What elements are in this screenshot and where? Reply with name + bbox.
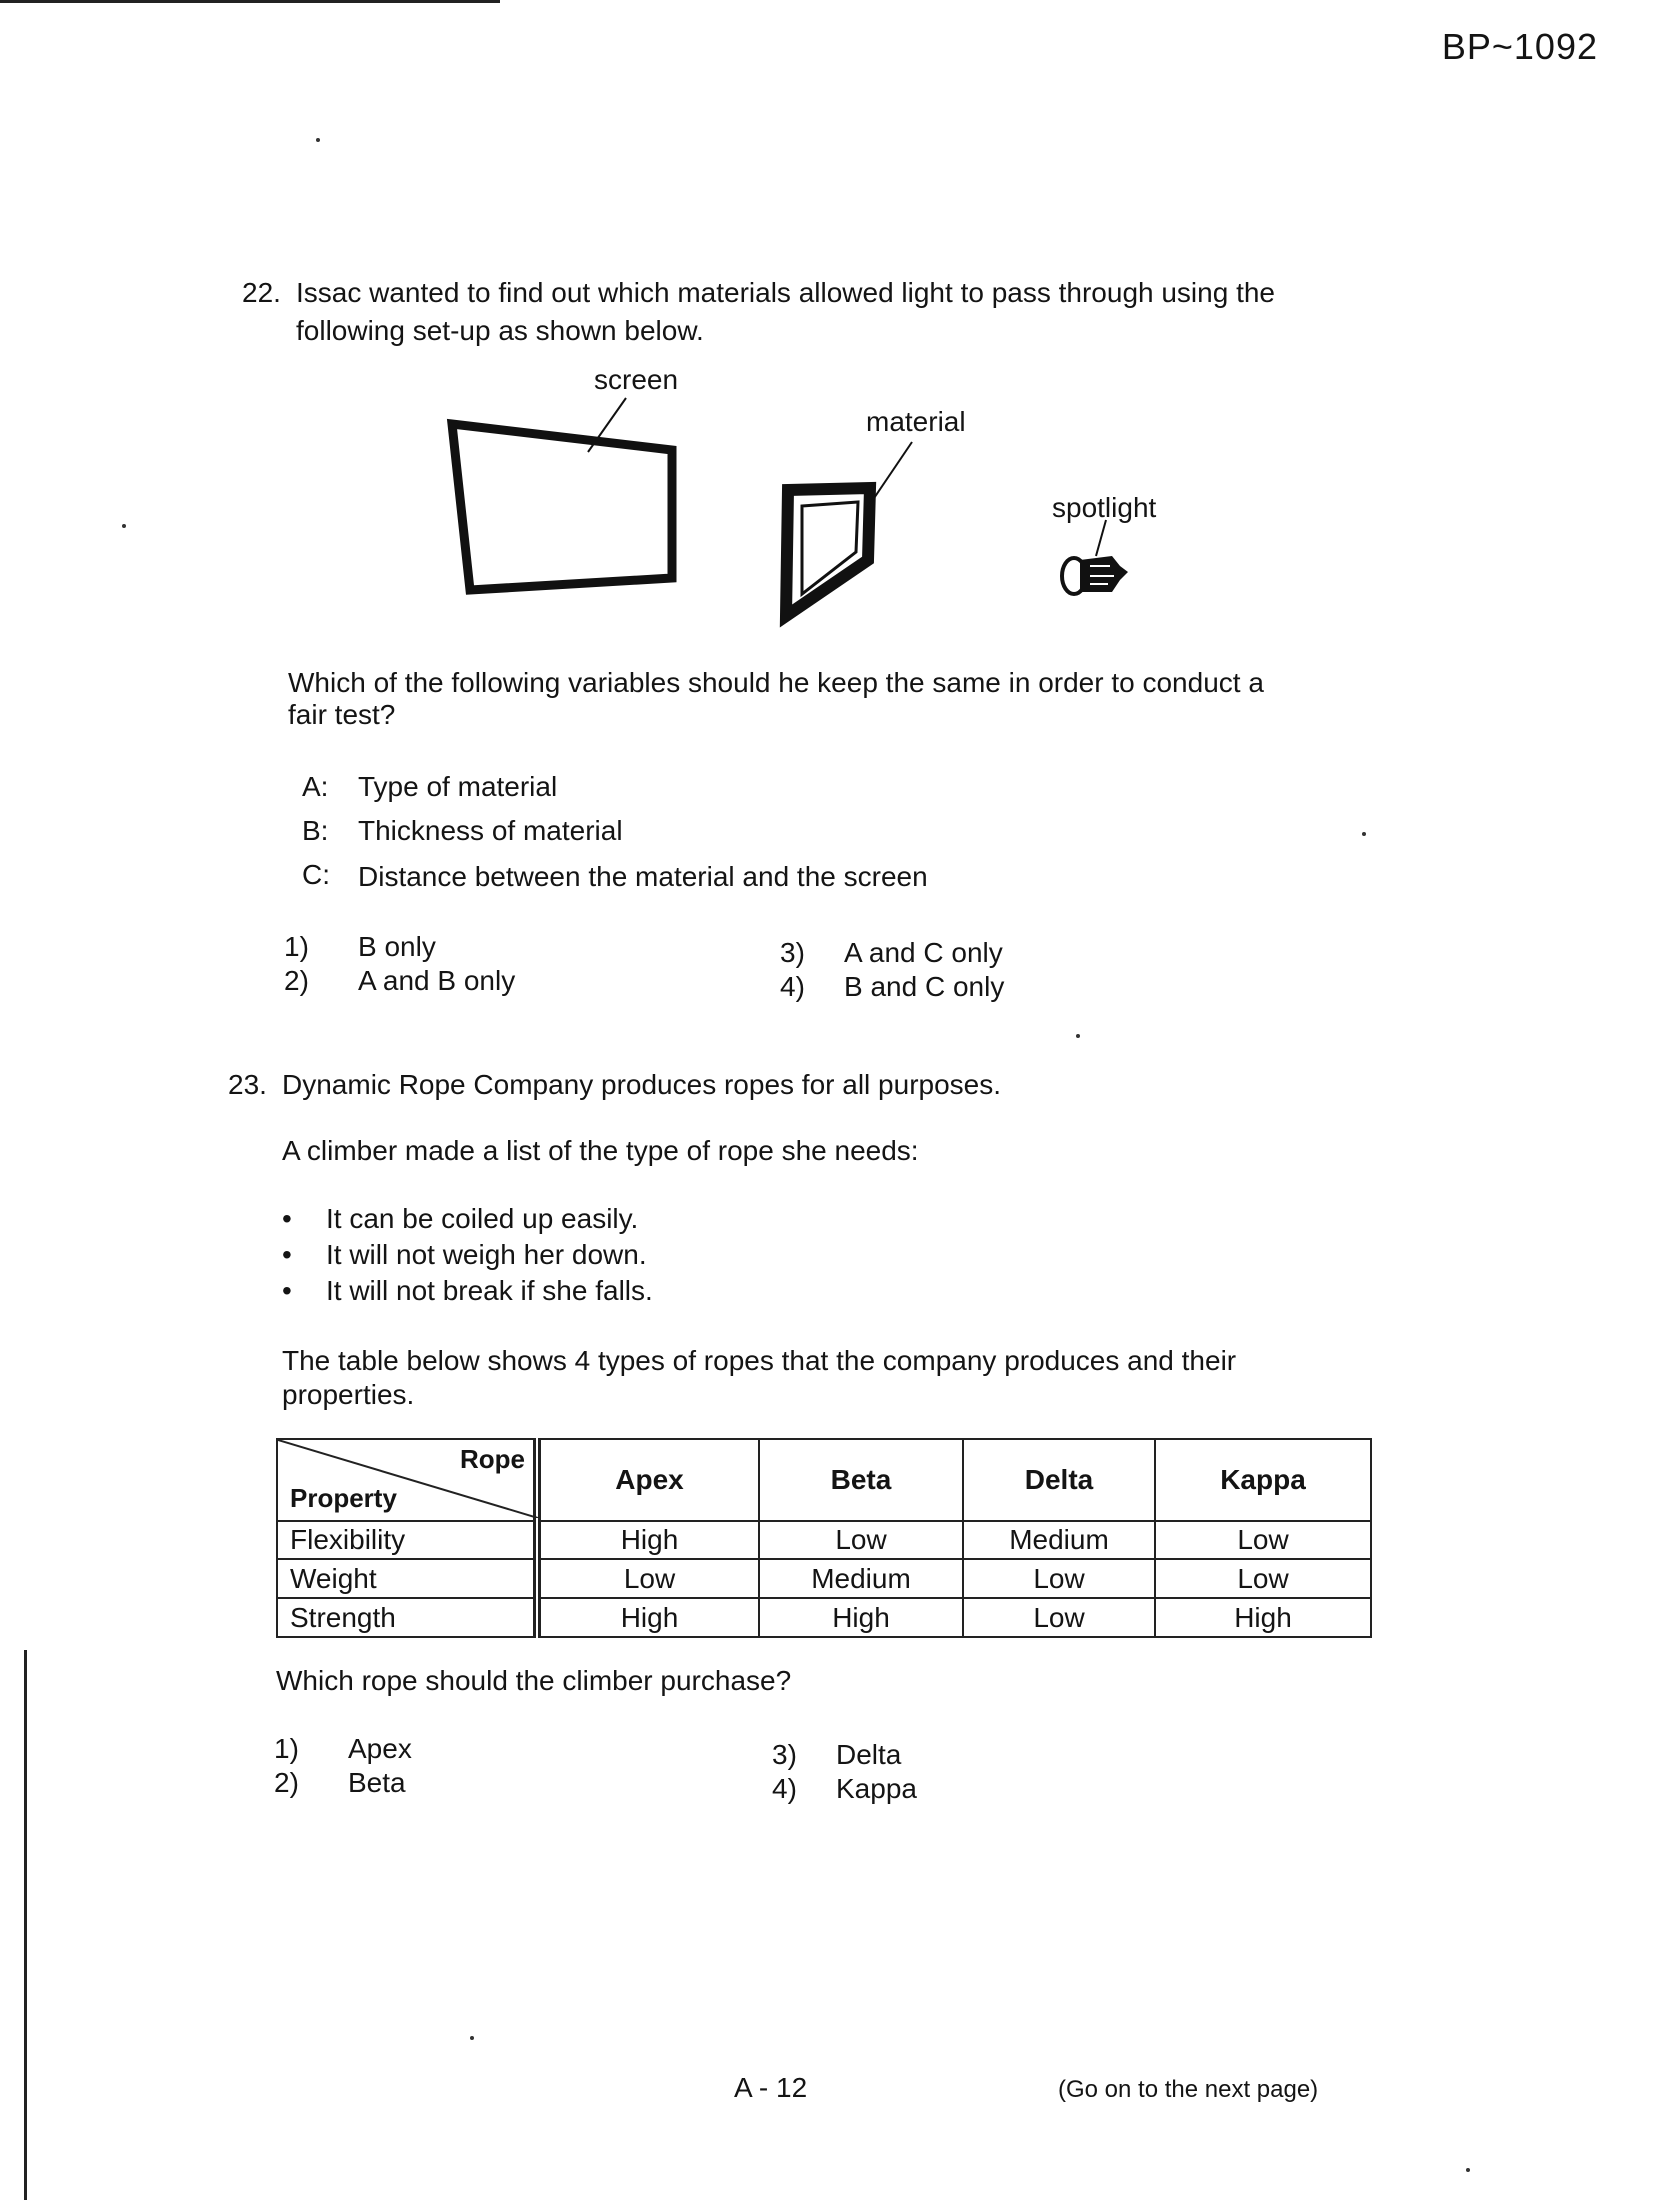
screen-label: screen xyxy=(594,364,679,395)
column-header: Kappa xyxy=(1155,1439,1371,1521)
q23-option-4-text[interactable]: Kappa xyxy=(836,1773,917,1804)
variable-c-key: C: xyxy=(302,859,330,890)
table-cell: High xyxy=(537,1521,759,1560)
q23-option-2-num[interactable]: 2) xyxy=(274,1767,299,1798)
q22-option-2-num[interactable]: 2) xyxy=(284,965,309,996)
q23-table-intro-line1: The table below shows 4 types of ropes that the company produces and their xyxy=(282,1345,1237,1376)
scan-speck xyxy=(1466,2168,1470,2172)
table-row xyxy=(277,1559,1371,1598)
scan-speck xyxy=(470,2036,474,2040)
table-cell: Medium xyxy=(963,1521,1155,1560)
column-header: Apex xyxy=(537,1439,759,1521)
q22-option-1-num[interactable]: 1) xyxy=(284,931,309,962)
top-border-line xyxy=(0,0,500,3)
corner-cell xyxy=(277,1439,537,1521)
q23-option-2-text[interactable]: Beta xyxy=(348,1767,406,1798)
variable-a-key: A: xyxy=(302,771,329,802)
q22-option-4-num[interactable]: 4) xyxy=(780,971,805,1002)
q22-stem-line1: Issac wanted to find out which materials allowed light to pass through using the xyxy=(296,277,1276,308)
corner-rope-label: Rope xyxy=(460,1444,525,1474)
property-name: Weight xyxy=(277,1559,537,1598)
q22-question-line1: Which of the following variables should he keep the same in order to conduct a xyxy=(288,667,1264,698)
table-row xyxy=(277,1598,1371,1637)
q22-option-3-num[interactable]: 3) xyxy=(780,937,805,968)
q22-number: 22. xyxy=(242,277,281,308)
table-header-row xyxy=(277,1439,1371,1521)
q22-stem-line2: following set-up as shown below. xyxy=(296,315,704,346)
screen-figure xyxy=(452,398,672,590)
q23-option-3-num[interactable]: 3) xyxy=(772,1739,797,1770)
table-cell: Low xyxy=(963,1559,1155,1598)
q23-question: Which rope should the climber purchase? xyxy=(276,1665,792,1696)
column-header: Delta xyxy=(963,1439,1155,1521)
need-item-2: It will not weigh her down. xyxy=(326,1239,647,1270)
variable-a-text: Type of material xyxy=(358,771,558,802)
property-name: Flexibility xyxy=(277,1521,537,1560)
q23-option-4-num[interactable]: 4) xyxy=(772,1773,797,1804)
table-cell: Low xyxy=(759,1521,963,1560)
q22-option-3-text[interactable]: A and C only xyxy=(844,937,1003,968)
paper-code: BP~1092 xyxy=(1441,26,1598,67)
spotlight-icon xyxy=(1062,520,1128,594)
next-page-note: (Go on to the next page) xyxy=(1058,2076,1319,2103)
table-cell: Low xyxy=(1155,1559,1371,1598)
table-cell: Low xyxy=(537,1559,759,1598)
property-name: Strength xyxy=(277,1598,537,1637)
table-cell: High xyxy=(537,1598,759,1637)
spotlight-label: spotlight xyxy=(1052,492,1157,523)
material-frame-figure xyxy=(786,442,912,616)
column-header: Beta xyxy=(759,1439,963,1521)
q23-option-1-text[interactable]: Apex xyxy=(348,1733,412,1764)
scan-speck xyxy=(1076,1034,1080,1038)
q23-list-intro: A climber made a list of the type of rope she needs: xyxy=(282,1135,919,1166)
left-border-line xyxy=(24,1650,27,2200)
rope-properties-table xyxy=(276,1438,1372,1638)
variable-c-text: Distance between the material and the screen xyxy=(358,861,928,892)
page-number: A - 12 xyxy=(734,2072,808,2103)
material-label: material xyxy=(866,406,966,437)
need-item-3: It will not break if she falls. xyxy=(326,1275,653,1306)
q22-option-4-text[interactable]: B and C only xyxy=(844,971,1005,1002)
q22-option-1-text[interactable]: B only xyxy=(358,931,436,962)
light-test-setup-diagram xyxy=(430,380,1190,640)
q23-option-3-text[interactable]: Delta xyxy=(836,1739,902,1770)
need-bullet: • xyxy=(282,1239,292,1270)
q23-intro: Dynamic Rope Company produces ropes for all purposes. xyxy=(282,1069,1002,1100)
corner-property-label: Property xyxy=(290,1482,397,1513)
table-cell: Medium xyxy=(759,1559,963,1598)
table-cell: High xyxy=(759,1598,963,1637)
scan-speck xyxy=(316,138,320,142)
need-item-1: It can be coiled up easily. xyxy=(326,1203,639,1234)
q22-option-2-text[interactable]: A and B only xyxy=(358,965,516,996)
q23-option-1-num[interactable]: 1) xyxy=(274,1733,299,1764)
scan-speck xyxy=(1362,832,1366,836)
variable-b-text: Thickness of material xyxy=(358,815,623,846)
need-bullet: • xyxy=(282,1203,292,1234)
variable-b-key: B: xyxy=(302,815,329,846)
q23-number: 23. xyxy=(228,1069,267,1100)
scan-speck xyxy=(122,524,126,528)
table-cell: Low xyxy=(963,1598,1155,1637)
table-cell: High xyxy=(1155,1598,1371,1637)
q23-table-intro-line2: properties. xyxy=(282,1379,415,1410)
q22-question-line2: fair test? xyxy=(288,699,396,730)
table-row xyxy=(277,1521,1371,1560)
table-cell: Low xyxy=(1155,1521,1371,1560)
need-bullet: • xyxy=(282,1275,292,1306)
